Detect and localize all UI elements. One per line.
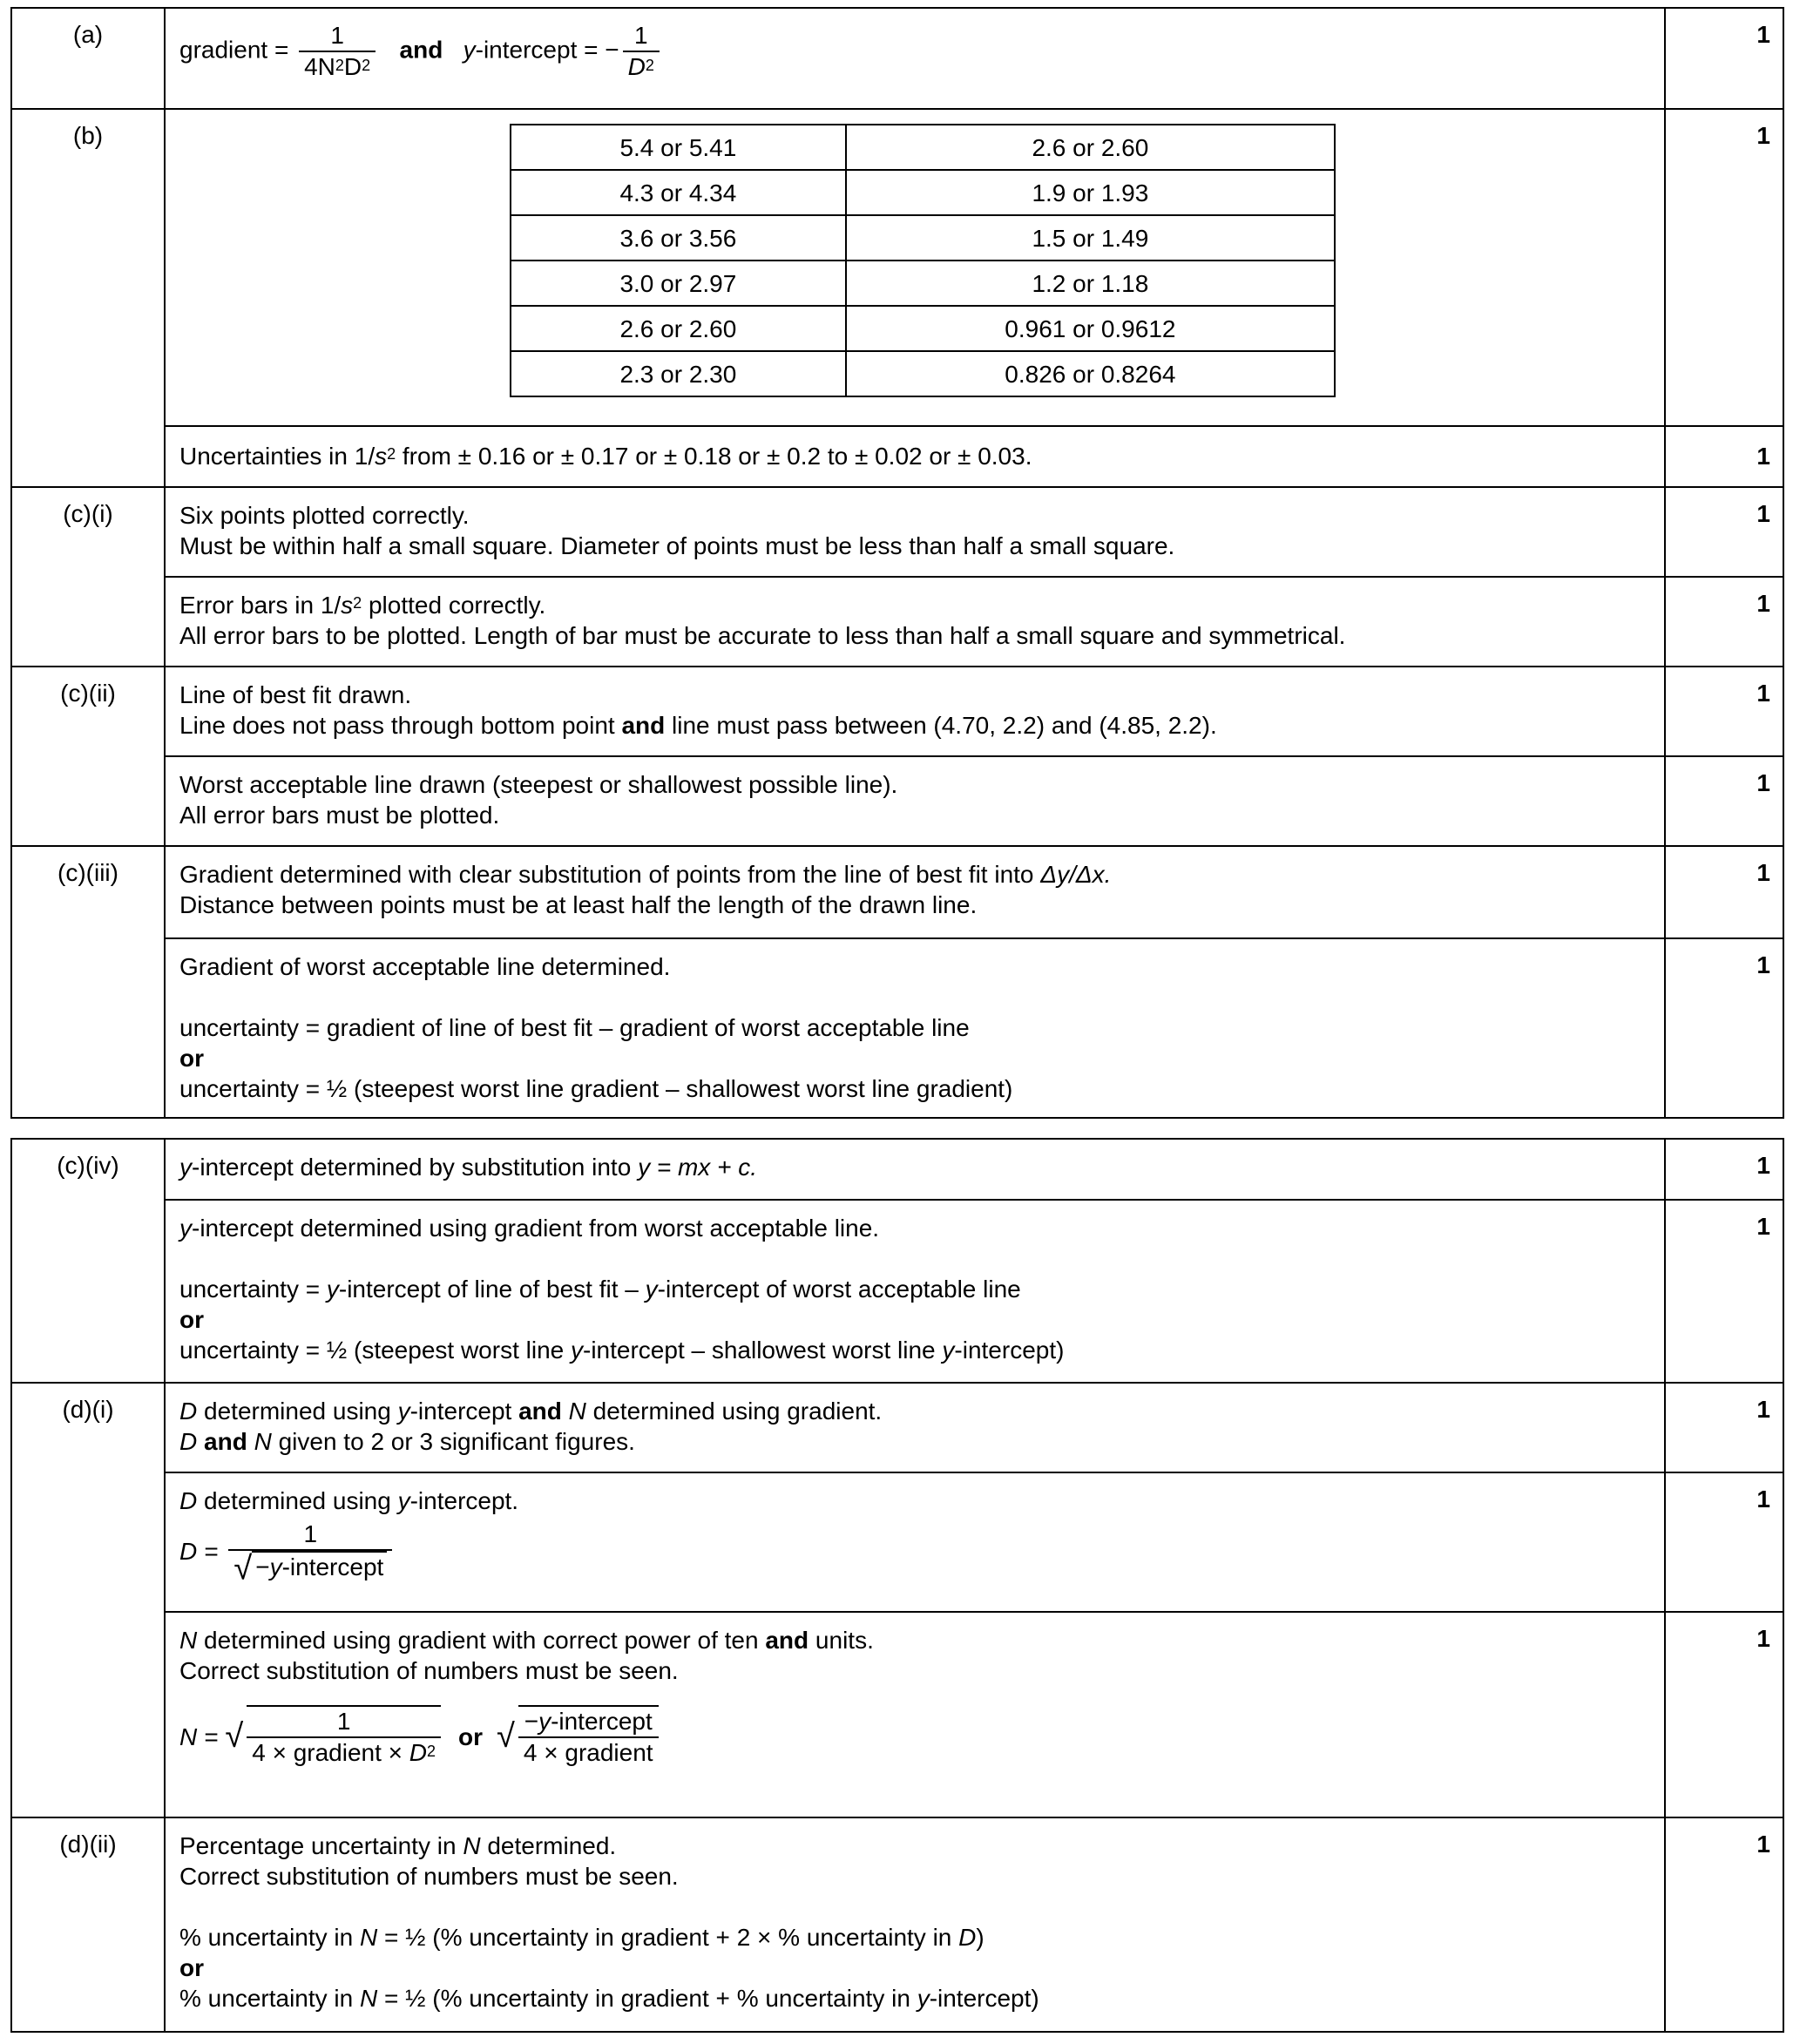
values-row bbox=[511, 215, 1335, 261]
row-ci-1: (c)(i) Six points plotted correctly. Must be within half a small square. Diameter of points must be less than half a small square. 1 bbox=[11, 487, 1783, 577]
row-dii-1: (d)(ii) Percentage uncertainty in N determined. Correct substitution of numbers must be seen. % uncertainty in N = ½ (% uncertainty in gradient + 2 × % uncertainty in D) or % uncertainty in N = ½ (% uncertainty in gradient + % uncertainty in y-intercept) 1 bbox=[11, 1817, 1783, 2032]
row-di-2: D determined using y-intercept. D = $\frac{1}{\text{√ −y-intercept}}$ 1 bbox=[11, 1472, 1783, 1612]
mark-scheme-table-part1 bbox=[10, 7, 1784, 1119]
question-label: (a) bbox=[11, 8, 165, 109]
row-ci-2: Error bars in $1/s^2$ plotted correctly. All error bars to be plotted. Length of bar must be accurate to less than half a small square and symmetrical. 1 bbox=[11, 577, 1783, 667]
values-cell: 1.5 or 1.49 bbox=[846, 215, 1335, 261]
mark: 1 bbox=[1665, 1139, 1783, 1200]
mark: 1 bbox=[1665, 487, 1783, 577]
mark: 1 bbox=[1665, 577, 1783, 667]
question-label: (d)(i) bbox=[11, 1383, 165, 1817]
values-row bbox=[511, 170, 1335, 215]
mark: 1 bbox=[1665, 756, 1783, 846]
values-cell: 4.3 or 4.34 bbox=[511, 170, 846, 215]
values-cell: 3.6 or 3.56 bbox=[511, 215, 846, 261]
n-formula: N = √ $\frac{1}{4 \times gradient \times D^2}$ or √ $\frac{\text{−y-intercept}}{\text{4 × gradient}}$ bbox=[179, 1705, 1652, 1768]
mark: 1 bbox=[1665, 1612, 1783, 1817]
values-cell: 1.9 or 1.93 bbox=[846, 170, 1335, 215]
values-table bbox=[510, 124, 1336, 397]
row-cii-2: Worst acceptable line drawn (steepest or shallowest possible line). All error bars must be plotted. 1 bbox=[11, 756, 1783, 846]
mark: 1 bbox=[1665, 1817, 1783, 2032]
values-cell: 1.2 or 1.18 bbox=[846, 261, 1335, 306]
values-cell: 2.6 or 2.60 bbox=[511, 306, 846, 351]
mark-scheme-table-part2 bbox=[10, 1138, 1784, 2033]
row-b bbox=[11, 109, 1783, 426]
question-label: (c)(iv) bbox=[11, 1139, 165, 1383]
values-cell: 5.4 or 5.41 bbox=[511, 125, 846, 170]
row-di-3: N determined using gradient with correct power of ten and units. Correct substitution of numbers must be seen. N = √ $\frac{1}{4 \times gradient \times D^2}$ or √ $\frac{\text{−y-intercept}}{\text{4 × gradient}}$ 1 bbox=[11, 1612, 1783, 1817]
values-row bbox=[511, 306, 1335, 351]
values-cell: 2.3 or 2.30 bbox=[511, 351, 846, 396]
values-row bbox=[511, 351, 1335, 396]
question-label: (b) bbox=[11, 109, 165, 487]
mark: 1 bbox=[1665, 1200, 1783, 1383]
row-ciii-2: Gradient of worst acceptable line determined. uncertainty = gradient of line of best fit – gradient of worst acceptable line or uncertainty = ½ (steepest worst line gradient – shallowest worst line gradient) 1 bbox=[11, 938, 1783, 1118]
and-text: and bbox=[399, 36, 443, 64]
row-ciii-1: (c)(iii) Gradient determined with clear substitution of points from the line of best fit into Δy/Δx. Distance between points must be at least half the length of the drawn line. 1 bbox=[11, 846, 1783, 938]
values-cell: 0.961 or 0.9612 bbox=[846, 306, 1335, 351]
question-label: (d)(ii) bbox=[11, 1817, 165, 2032]
gradient-fraction: $\frac{1}{4N^2D^2}$ bbox=[299, 21, 376, 82]
values-row bbox=[511, 261, 1335, 306]
mark: 1 bbox=[1665, 426, 1783, 487]
row-cii-1: (c)(ii) Line of best fit drawn. Line does not pass through bottom point and line must pass between (4.70, 2.2) and (4.85, 2.2). 1 bbox=[11, 667, 1783, 756]
mark: 1 bbox=[1665, 8, 1783, 109]
row-civ-1: (c)(iv) y-intercept determined by substitution into y = mx + c. 1 bbox=[11, 1139, 1783, 1200]
mark: 1 bbox=[1665, 667, 1783, 756]
values-cell: 3.0 or 2.97 bbox=[511, 261, 846, 306]
question-label: (c)(iii) bbox=[11, 846, 165, 1118]
mark: 1 bbox=[1665, 938, 1783, 1118]
answer-a: gradient = $\frac{1}{4N^2D^2}$ and y-intercept = − $\frac{1}{D^2}$ bbox=[165, 8, 1665, 109]
row-di-1: (d)(i) D determined using y-intercept and N determined using gradient. D and N given to 2 or 3 significant figures. 1 bbox=[11, 1383, 1783, 1472]
question-label: (c)(ii) bbox=[11, 667, 165, 846]
yint-fraction: $\frac{1}{D^2}$ bbox=[623, 21, 660, 82]
row-civ-2: y-intercept determined using gradient from worst acceptable line. uncertainty = y-intercept of line of best fit – y-intercept of worst acceptable line or uncertainty = ½ (steepest worst line y-intercept – shallowest worst line y-intercept) 1 bbox=[11, 1200, 1783, 1383]
d-formula: D = $\frac{1}{\text{√ −y-intercept}}$ bbox=[179, 1519, 1652, 1584]
row-a bbox=[11, 8, 1783, 109]
gradient-text: gradient = bbox=[179, 36, 289, 64]
mark: 1 bbox=[1665, 1472, 1783, 1612]
question-label: (c)(i) bbox=[11, 487, 165, 667]
values-cell: 2.6 or 2.60 bbox=[846, 125, 1335, 170]
row-b-uncertainty: Uncertainties in $1/s^2$ from ± 0.16 or ± 0.17 or ± 0.18 or ± 0.2 to ± 0.02 or ± 0.03. 1 bbox=[11, 426, 1783, 487]
values-cell: 0.826 or 0.8264 bbox=[846, 351, 1335, 396]
mark: 1 bbox=[1665, 109, 1783, 426]
mark: 1 bbox=[1665, 846, 1783, 938]
mark: 1 bbox=[1665, 1383, 1783, 1472]
values-row bbox=[511, 125, 1335, 170]
